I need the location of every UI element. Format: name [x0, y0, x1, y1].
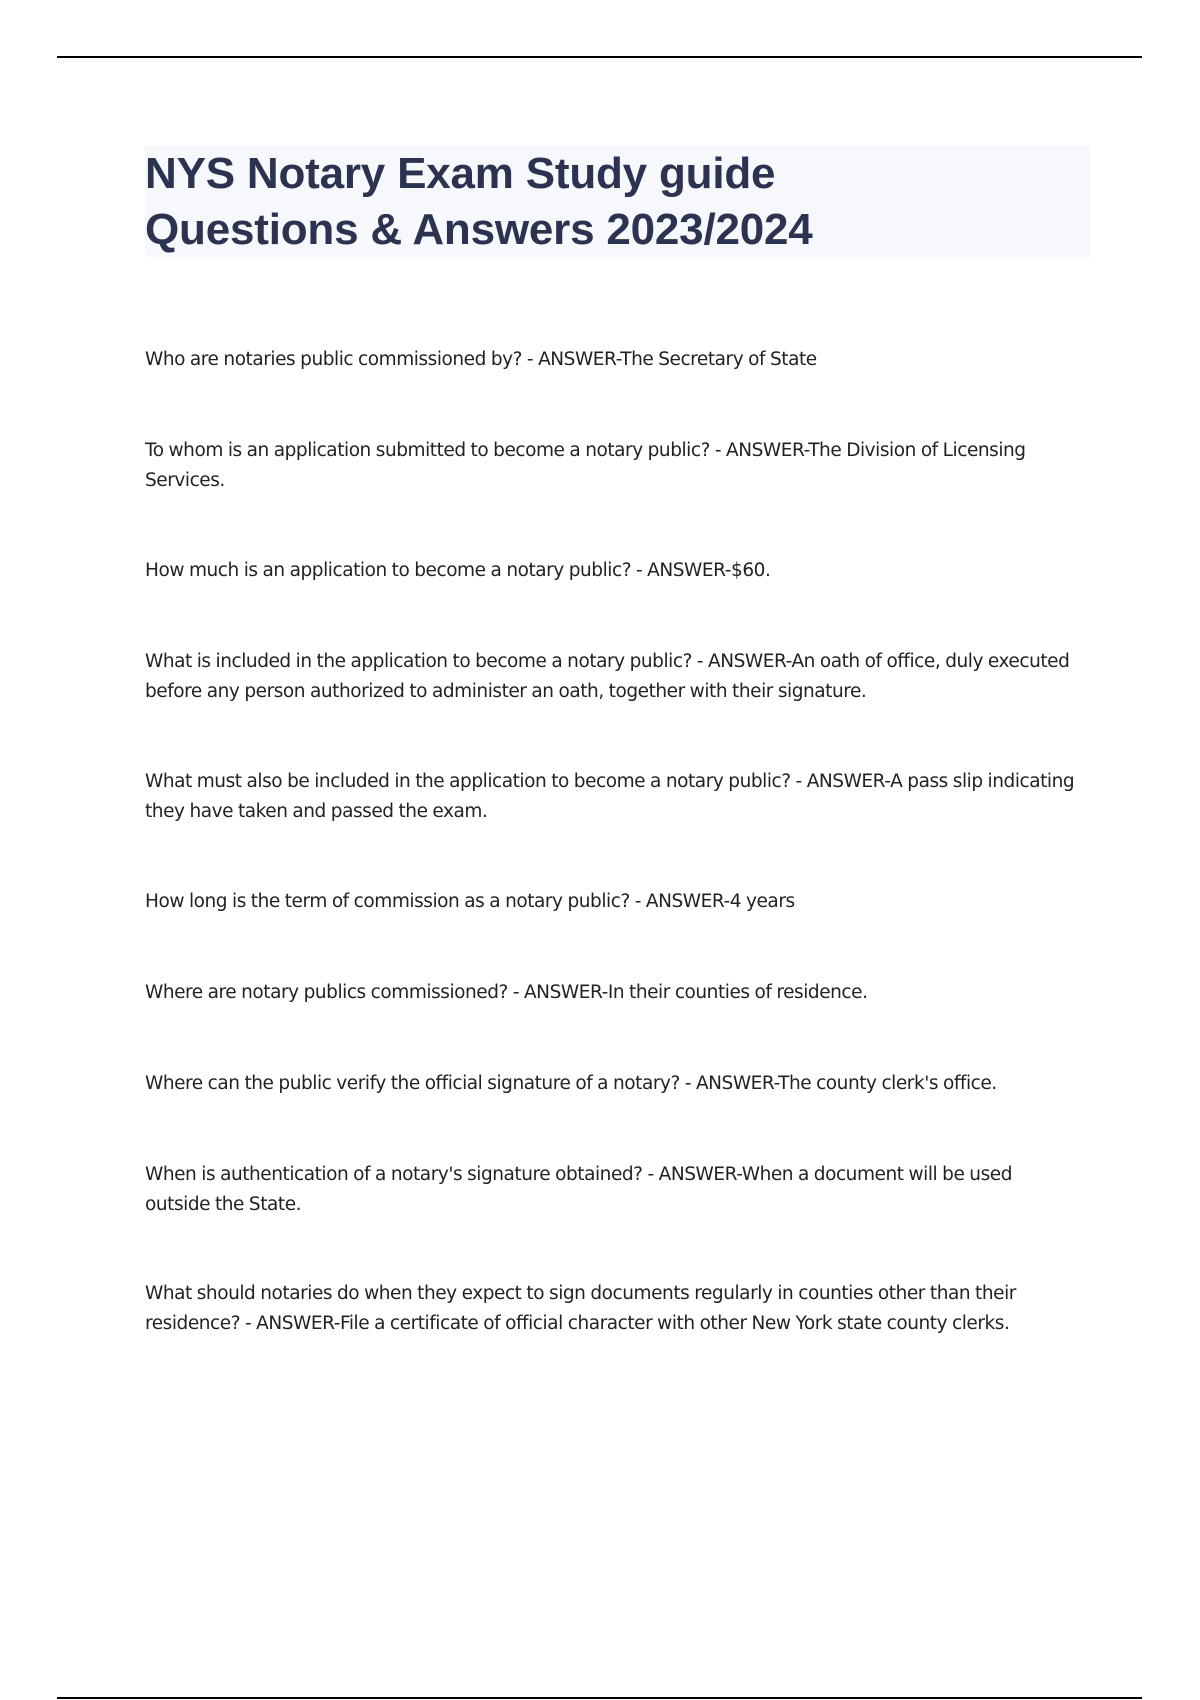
title-block [145, 146, 1090, 257]
footer-rule [57, 1697, 1142, 1699]
qa-item: What should notaries do when they expect to sign documents regularly in counties other than their residence? - ANSWER-File a certificate of official character with other New York state county clerks. [145, 1283, 1016, 1334]
qa-item: What is included in the application to become a notary public? - ANSWER-An oath of office, duly executed before any person authorized to administer an oath, together with their signature. [145, 651, 1070, 702]
qa-item: When is authentication of a notary's signature obtained? - ANSWER-When a document will be used outside the State. [145, 1164, 1012, 1215]
qa-item: Where are notary publics commissioned? - ANSWER-In their counties of residence. [145, 982, 868, 1003]
qa-item: How much is an application to become a notary public? - ANSWER-$60. [145, 560, 771, 581]
qa-item: To whom is an application submitted to become a notary public? - ANSWER-The Division of Licensing Services. [145, 440, 1026, 491]
qa-item: How long is the term of commission as a notary public? - ANSWER-4 years [145, 891, 795, 912]
qa-item: Where can the public verify the official signature of a notary? - ANSWER-The county clerk's office. [145, 1073, 997, 1094]
qa-item: What must also be included in the application to become a notary public? - ANSWER-A pass slip indicating they have taken and passed the exam. [145, 771, 1075, 822]
header-rule [57, 56, 1142, 58]
title-line-1: NYS Notary Exam Study guide [145, 149, 776, 198]
title-line-2: Questions & Answers 2023/2024 [145, 205, 813, 254]
document-title [145, 146, 1090, 258]
qa-item: Who are notaries public commissioned by? - ANSWER-The Secretary of State [145, 349, 817, 370]
